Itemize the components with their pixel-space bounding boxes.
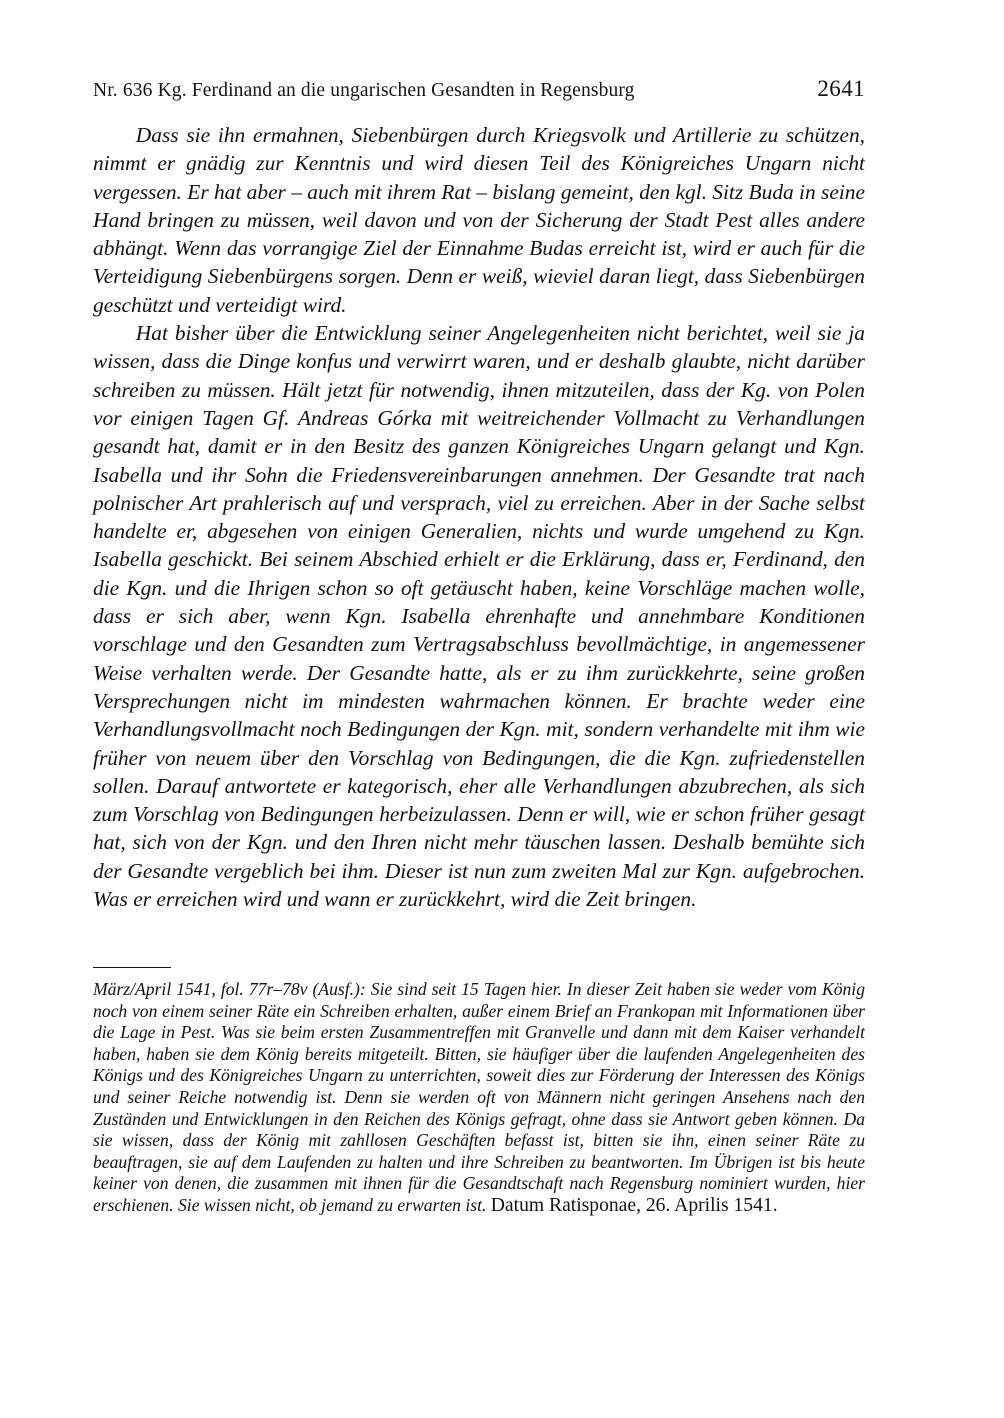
footnote-italic-text: März/April 1541, fol. 77r–78v (Ausf.): Sie sind seit 15 Tagen hier. In dieser Zeit haben sie weder vom König noch von einem seiner Räte ein Schreiben erhalten, außer einem Brief an Frankopan mit Informationen über die Lage in Pest. Was sie beim ersten Zusammentreffen mit Granvelle und dann mit dem Kaiser verhandelt haben, haben sie dem König bereits mitgeteilt. Bitten, sie häufiger über die laufenden Angelegenheiten des Königs und des Königreiches Ungarn zu unterrichten, soweit dies zur Förderung der Interessen des Königs und seiner Reiche notwendig ist. Denn sie werden oft von Männern nicht geringen Ansehens nach den Zuständen und Entwicklungen in den Reichen des Königs gefragt, ohne dass sie Antwort geben können. Da sie wissen, dass der König mit zahllosen Geschäften befasst ist, bitten sie ihn, einen seiner Räte zu beauftragen, sie auf dem Laufenden zu halten und ihre Schreiben zu beantworten. Im Übrigen ist bis heute keiner von denen, die zusammen mit ihnen für die Gesandtschaft nach Regensburg nominiert wurden, hier erschienen. Sie wissen nicht, ob jemand zu erwarten ist. <box>93 979 865 1215</box>
page-number: 2641 <box>817 76 865 101</box>
paragraph: Dass sie ihn ermahnen, Siebenbürgen durch Kriegsvolk und Artillerie zu schützen, nimmt er gnädig zur Kenntnis und wird diesen Teil des Königreiches Ungarn nicht vergessen. Er hat aber – auch mit ihrem Rat – bislang gemeint, den kgl. Sitz Buda in seine Hand bringen zu müssen, weil davon und von der Sicherung der Stadt Pest alles andere abhängt. Wenn das vorrangige Ziel der Einnahme Budas erreicht ist, wird er auch für die Verteidigung Siebenbürgens sorgen. Denn er weiß, wieviel daran liegt, dass Siebenbürgen geschützt und verteidigt wird. <box>93 123 865 317</box>
footnote-text <box>93 979 865 1217</box>
running-head-title: Nr. 636 Kg. Ferdinand an die ungarischen Gesandten in Regensburg <box>93 80 635 101</box>
footnote-separator-rule <box>93 967 171 968</box>
body-text <box>93 121 865 913</box>
paragraph: Hat bisher über die Entwicklung seiner Angelegenheiten nicht berichtet, weil sie ja wissen, dass die Dinge konfus und verwirrt waren, und er deshalb glaubte, nicht darüber schreiben zu müssen. Hält jetzt für notwendig, ihnen mitzuteilen, dass der Kg. von Polen vor einigen Tagen Gf. Andreas Górka mit weitreichender Vollmacht zu Verhandlungen gesandt hat, damit er in den Besitz des ganzen Königreiches Ungarn gelangt und Kgn. Isabella und ihr Sohn die Friedensvereinbarungen annehmen. Der Gesandte trat nach polnischer Art prahlerisch auf und versprach, viel zu erreichen. Aber in der Sache selbst handelte er, abgesehen von einigen Generalien, nichts und wurde umgehend zu Kgn. Isabella geschickt. Bei seinem Abschied erhielt er die Erklärung, dass er, Ferdinand, den die Kgn. und die Ihrigen schon so oft getäuscht haben, keine Vorschläge machen wolle, dass er sich aber, wenn Kgn. Isabella ehrenhafte und annehmbare Konditionen vorschlage und den Gesandten zum Vertragsabschluss bevollmächtige, in angemessener Weise verhalten werde. Der Gesandte hatte, als er zu ihm zurückkehrte, seine großen Versprechungen nicht im mindesten wahrmachen können. Er brachte weder eine Verhandlungsvollmacht noch Bedingungen der Kgn. mit, sondern verhandelte mit ihm wie früher von neuem über den Vorschlag von Bedingungen, die die Kgn. zufriedenstellen sollen. Darauf antwortete er kategorisch, eher alle Verhandlungen abzubrechen, als sich zum Vorschlag von Bedingungen herbeizulassen. Denn er will, wie er schon früher gesagt hat, sich von der Kgn. und den Ihren nicht mehr täuschen lassen. Deshalb bemühte sich der Gesandte vergeblich bei ihm. Dieser ist nun zum zweiten Mal zur Kgn. aufgebrochen. Was er erreichen wird und wann er zurückkehrt, wird die Zeit bringen. <box>93 321 865 912</box>
running-head <box>93 76 865 102</box>
footnote-block <box>93 979 865 1217</box>
footnote-dateline: Datum Ratisponae, 26. Aprilis 1541. <box>490 1194 778 1216</box>
